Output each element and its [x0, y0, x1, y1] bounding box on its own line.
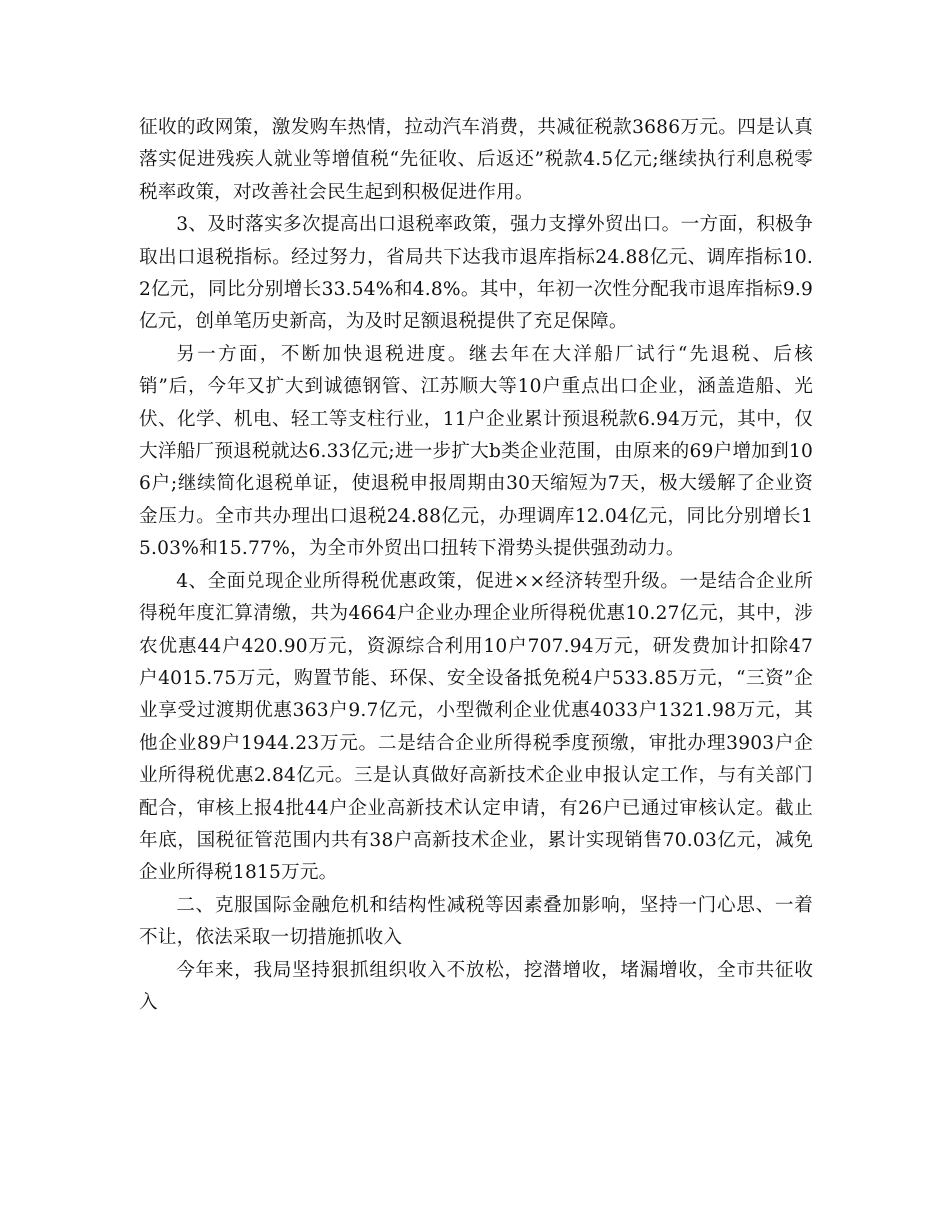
paragraph-5: 今年来，我局坚持狠抓组织收入不放松，挖潜增收，堵漏增收，全市共征收入 [139, 959, 813, 1013]
section-heading-2: 二、克服国际金融危机和结构性减税等因素叠加影响，坚持一门心思、一着不让，依法采取一切措施抓收入 [139, 894, 813, 949]
paragraph-3: 另一方面，不断加快退税进度。继去年在大洋船厂试行“先退税、后核销”后，今年又扩大到诚德钢管、江苏顺大等10户重点出口企业，涵盖造船、光伏、化学、机电、轻工等支柱行业，11户企业累计预退税款6.94万元，其中，仅大洋船厂预退税就达6.33亿元;进一步扩大b类企业范围，由原来的69户增加到106户;继续简化退税单证，使退税申报周期由30天缩短为7天，极大缓解了企业资金压力。全市共办理出口退税24.88亿元，办理调库12.04亿元，同比分别增长15.03%和15.77%，为全市外贸出口扭转下滑势头提供强劲动力。 [139, 343, 813, 560]
paragraph-2: 3、及时落实多次提高出口退税率政策，强力支撑外贸出口。一方面，积极争取出口退税指标。经过努力，省局共下达我市退库指标24.88亿元、调库指标10.2亿元，同比分别增长33.54%和4.8%。其中，年初一次性分配我市退库指标9.9亿元，创单笔历史新高，为及时足额退税提供了充足保障。 [139, 214, 813, 333]
document-body [139, 112, 813, 1019]
paragraph-1: 征收的政网策，激发购车热情，拉动汽车消费，共减征税款3686万元。四是认真落实促进残疾人就业等增值税“先征收、后返还”税款4.5亿元;继续执行利息税零税率政策，对改善社会民生起到积极促进作用。 [139, 117, 813, 203]
paragraph-4: 4、全面兑现企业所得税优惠政策，促进××经济转型升级。一是结合企业所得税年度汇算清缴，共为4664户企业办理企业所得税优惠10.27亿元，其中，涉农优惠44户420.90万元，资源综合利用10户707.94万元，研发费加计扣除47户4015.75万元，购置节能、环保、安全设备抵免税4户533.85万元，“三资”企业享受过渡期优惠363户9.7亿元，小型微利企业优惠4033户1321.98万元，其他企业89户1944.23万元。二是结合企业所得税季度预缴，审批办理3903户企业所得税优惠2.84亿元。三是认真做好高新技术企业申报认定工作，与有关部门配合，审核上报4批44户企业高新技术认定申请，有26户已通过审核认定。截止年底，国税征管范围内共有38户高新技术企业，累计实现销售70.03亿元，减免企业所得税1815万元。 [139, 570, 813, 884]
